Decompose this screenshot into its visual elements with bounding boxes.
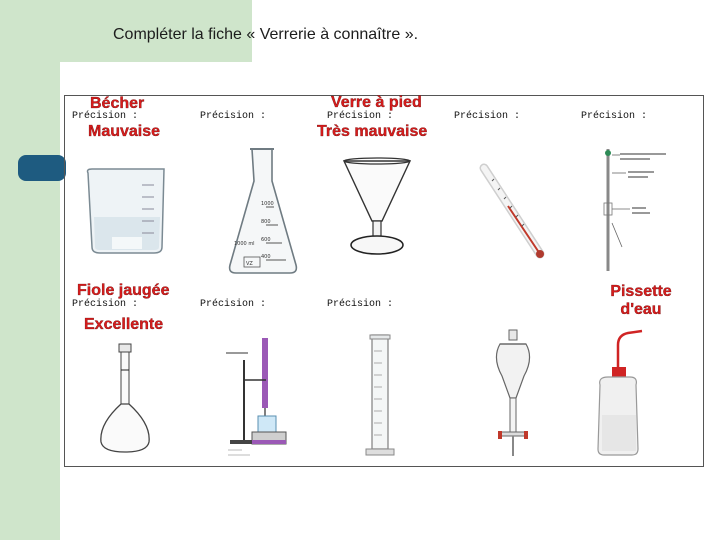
thermometer-image <box>474 158 554 268</box>
erlenmeyer-mark: 1000 <box>261 201 274 207</box>
label-fiole-precision: Excellente <box>84 316 164 333</box>
beaker-image <box>82 165 172 260</box>
graduated-cylinder-image <box>356 331 406 466</box>
precision-label: Précision : <box>327 111 394 122</box>
erlenmeyer-mark: VZ <box>246 261 253 267</box>
label-verre-a-pied: Verre à pied <box>331 94 422 111</box>
erlenmeyer-mark: 400 <box>261 254 271 260</box>
erlenmeyer-mark: 800 <box>261 219 271 225</box>
burette-image <box>596 143 676 278</box>
decorative-tab <box>18 155 66 181</box>
erlenmeyer-mark: 600 <box>261 237 271 243</box>
precision-label: Précision : <box>454 111 521 122</box>
precision-label: Précision : <box>327 299 394 310</box>
wash-bottle-image <box>588 325 648 460</box>
label-verre-precision: Très mauvaise <box>317 123 428 140</box>
titration-setup-image <box>222 336 302 461</box>
precision-label: Précision : <box>72 111 139 122</box>
erlenmeyer-flask-image <box>226 145 301 280</box>
label-becher: Bécher <box>90 95 145 112</box>
label-becher-precision: Mauvaise <box>88 123 161 140</box>
label-fiole-jaugee: Fiole jaugée <box>77 282 170 299</box>
label-pissette: Pissette d'eau <box>610 283 672 318</box>
precision-label: Précision : <box>200 111 267 122</box>
precision-label: Précision : <box>72 299 139 310</box>
precision-label: Précision : <box>200 299 267 310</box>
background-green-band <box>0 0 60 540</box>
erlenmeyer-mark: 1000 ml <box>234 241 255 247</box>
page-title: Compléter la fiche « Verrerie à connaître ». <box>113 26 419 43</box>
conical-glass-image <box>340 155 415 260</box>
volumetric-flask-image <box>95 342 155 457</box>
precision-label: Précision : <box>581 111 648 122</box>
separatory-funnel-image <box>488 328 538 460</box>
